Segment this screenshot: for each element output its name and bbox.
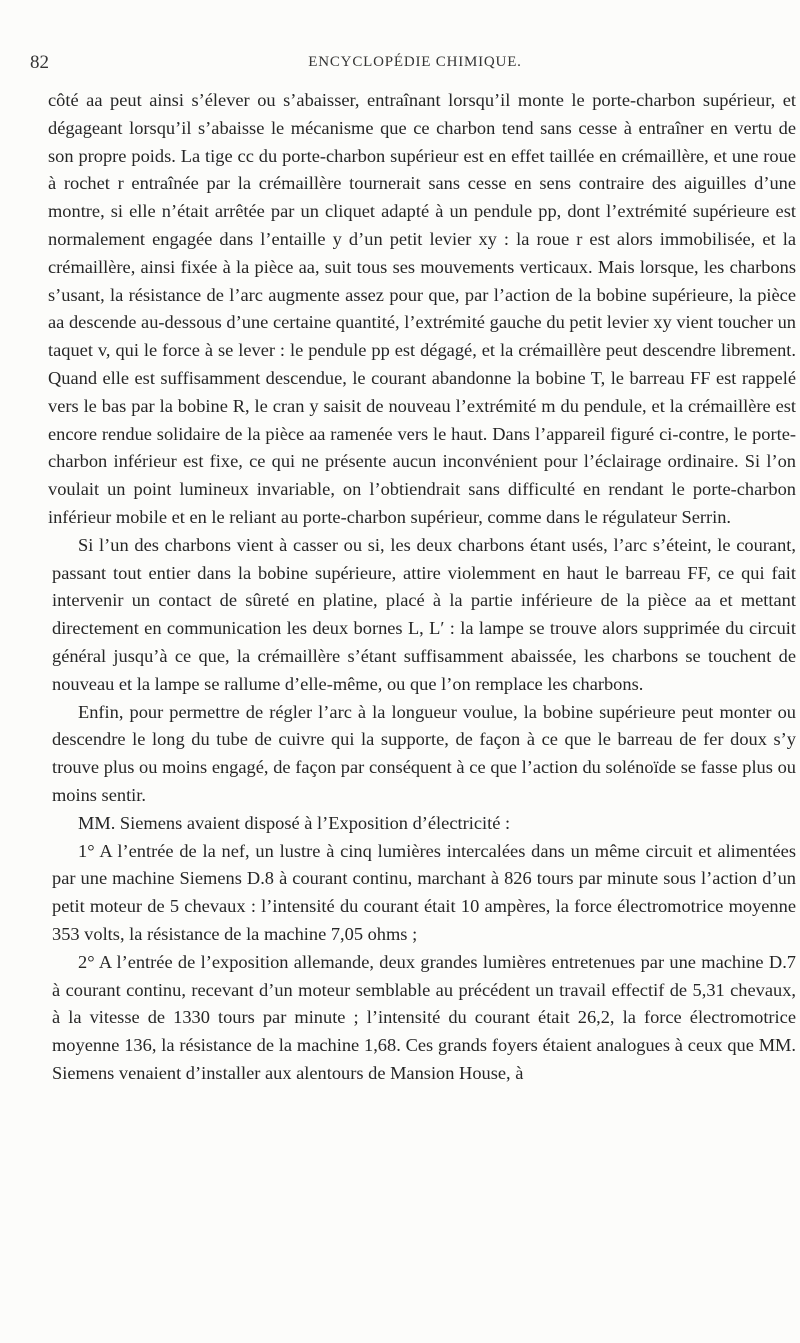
paragraph-exposition-intro: MM. Siemens avaient disposé à l’Exposition d’électricité : xyxy=(78,812,511,833)
page-number: 82 xyxy=(30,52,49,73)
paragraph-item-1: 1° A l’entrée de la nef, un lustre à cinq lumières intercalées dans un même circuit et alimentées par une machine Siemens D.8 à courant continu, marchant à 826 tours par minute sous l’action d’un petit moteur de 5 chevaux : l’intensité du courant était 10 ampères, la force électromotrice moyenne 353 volts, la résistance de la machine 7,05 ohms ; xyxy=(52,840,796,944)
paragraph-broken-carbon: Si l’un des charbons vient à casser ou si, les deux charbons étant usés, l’arc s’éteint, le courant, passant tout entier dans la bobine supérieure, attire violemment en haut le barreau FF, ce qui fait intervenir un contact de sûreté en platine, placé à la partie inférieure de la pièce aa et mettant directement en communication les deux bornes L, L′ : la lampe se trouve alors supprimée du circuit général jusqu’à ce que, la crémaillère s’étant suffisamment abaissée, les charbons se touchent de nouveau et la lampe se rallume d’elle-même, ou que l’on remplace les charbons. xyxy=(52,534,796,694)
page-header xyxy=(30,52,800,82)
running-title: ENCYCLOPÉDIE CHIMIQUE. xyxy=(308,54,522,70)
paragraph-arc-adjustment: Enfin, pour permettre de régler l’arc à la longueur voulue, la bobine supérieure peut monter ou descendre le long du tube de cuivre qui la supporte, de façon à ce que le barreau de fer doux s’y trouve plus ou moins engagé, de façon par conséquent à ce que l’action du solénoïde se fasse plus ou moins sentir. xyxy=(52,701,796,805)
paragraph-continuation: côté aa peut ainsi s’élever ou s’abaisser, entraînant lorsqu’il monte le porte-charbon supérieur, et dégageant lorsqu’il s’abaisse le mécanisme que ce charbon tend sans cesse à entraîner en vertu de son propre poids. La tige cc du porte-charbon supérieur est en effet taillée en crémaillère, et une roue à rochet r entraînée par la crémaillère tournerait sans cesse en sens contraire des aiguilles d’une montre, si elle n’était arrêtée par un cliquet adapté à un pendule pp, dont l’extrémité supérieure est normalement engagée dans l’entaille y d’un petit levier xy : la roue r est alors immobilisée, et la crémaillère, ainsi fixée à la pièce aa, suit tous ses mouvements verticaux. Mais lorsque, les charbons s’usant, la résistance de l’arc augmente assez pour que, par l’action de la bobine supérieure, la pièce aa descende au-dessous d’une certaine quantité, l’extrémité gauche du petit levier xy vient toucher un taquet v, qui le force à se lever : le pendule pp est dégagé, et la crémaillère peut descendre librement. Quand elle est suffisamment descendue, le courant abandonne la bobine T, le barreau FF est rappelé vers le bas par la bobine R, le cran y saisit de nouveau l’extrémité m du pendule, et la crémaillère est encore rendue solidaire de la pièce aa ramenée vers le haut. Dans l’appareil figuré ci-contre, le porte-charbon inférieur est fixe, ce qui ne présente aucun inconvénient pour l’éclairage ordinaire. Si l’on voulait un point lumineux invariable, on l’obtiendrait sans difficulté en rendant le porte-charbon inférieur mobile et en le reliant au porte-charbon supérieur, comme dans le régulateur Serrin. xyxy=(48,90,796,527)
page-body xyxy=(48,87,796,1088)
paragraph-item-2: 2° A l’entrée de l’exposition allemande, deux grandes lumières entretenues par une machine D.7 à courant continu, recevant d’un moteur semblable au précédent un travail effectif de 5,31 chevaux, à la vitesse de 1330 tours par minute ; l’intensité du courant était 26,2, la force électromotrice moyenne 136, la résistance de la machine 1,68. Ces grands foyers étaient analogues à ceux que MM. Siemens venaient d’installer aux alentours de Mansion House, à xyxy=(52,951,796,1083)
